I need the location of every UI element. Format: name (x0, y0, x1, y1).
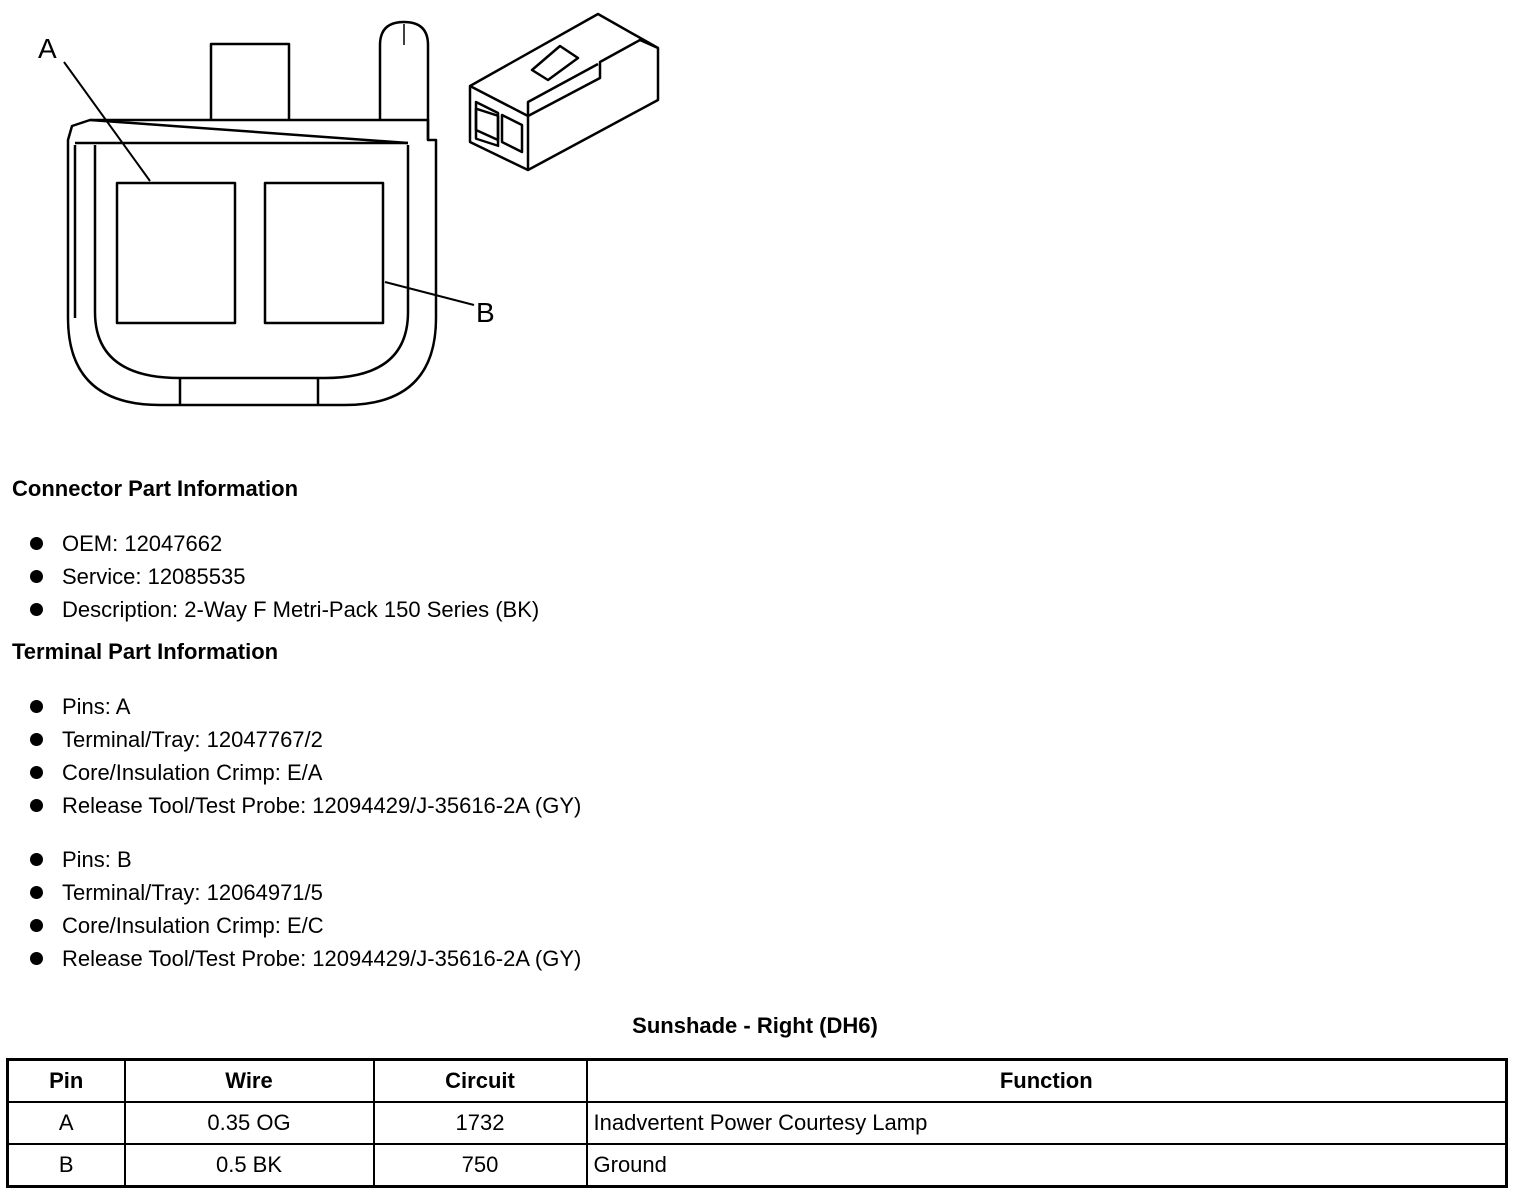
table-header-row (8, 1060, 1507, 1103)
list-item-text: Description: 2-Way F Metri-Pack 150 Series (BK) (62, 597, 540, 622)
list-item-text: OEM: 12047662 (62, 531, 223, 556)
bullet-icon (30, 733, 43, 746)
list-item-text: Pins: A (62, 694, 131, 719)
connector-body-outer (68, 120, 436, 405)
list-item (0, 756, 581, 789)
bullet-icon (30, 603, 43, 616)
connector-info-heading: Connector Part Information (12, 476, 299, 501)
connector-diagram (0, 0, 700, 440)
list-item-text: Core/Insulation Crimp: E/A (62, 760, 323, 785)
connector-top-tab (211, 44, 289, 120)
bullet-icon (30, 853, 43, 866)
list-item (0, 843, 581, 876)
table-row (8, 1144, 1507, 1187)
connector-info-list (0, 527, 539, 626)
list-item (0, 690, 581, 723)
cavity-a (117, 183, 235, 323)
label-b: B (476, 297, 495, 328)
label-a: A (38, 33, 57, 64)
cell-function: Inadvertent Power Courtesy Lamp (587, 1102, 1507, 1144)
list-item-text: Release Tool/Test Probe: 12094429/J-35616-2A (GY) (62, 946, 582, 971)
header-circuit: Circuit (374, 1060, 587, 1103)
connector-body-inner (95, 145, 408, 378)
bullet-icon (30, 700, 43, 713)
list-item-text: Release Tool/Test Probe: 12094429/J-35616-2A (GY) (62, 793, 582, 818)
cell-circuit: 750 (374, 1144, 587, 1187)
list-item (0, 560, 539, 593)
cell-pin: A (8, 1102, 125, 1144)
cell-wire: 0.5 BK (125, 1144, 374, 1187)
pin-table (6, 1058, 1508, 1188)
list-item-text: Pins: B (62, 847, 132, 872)
cell-pin: B (8, 1144, 125, 1187)
bullet-icon (30, 799, 43, 812)
list-item (0, 876, 581, 909)
header-pin: Pin (8, 1060, 125, 1103)
list-item (0, 789, 581, 822)
cell-circuit: 1732 (374, 1102, 587, 1144)
connector-3d-view (470, 14, 658, 170)
terminal-info-heading: Terminal Part Information (12, 639, 279, 664)
list-item-text: Service: 12085535 (62, 564, 246, 589)
terminal-info-list-b (0, 843, 581, 975)
list-item (0, 527, 539, 560)
list-item (0, 909, 581, 942)
list-item (0, 942, 581, 975)
cell-function: Ground (587, 1144, 1507, 1187)
list-item (0, 593, 539, 626)
bullet-icon (30, 537, 43, 550)
header-function: Function (587, 1060, 1507, 1103)
list-item (0, 723, 581, 756)
terminal-info-list-a (0, 690, 581, 822)
list-item-text: Terminal/Tray: 12047767/2 (62, 727, 323, 752)
list-item-text: Terminal/Tray: 12064971/5 (62, 880, 323, 905)
table-row (8, 1102, 1507, 1144)
list-item-text: Core/Insulation Crimp: E/C (62, 913, 324, 938)
bullet-icon (30, 952, 43, 965)
header-wire: Wire (125, 1060, 374, 1103)
bullet-icon (30, 886, 43, 899)
bullet-icon (30, 766, 43, 779)
pin-table-title: Sunshade - Right (DH6) (632, 1013, 878, 1038)
bullet-icon (30, 919, 43, 932)
cavity-b (265, 183, 383, 323)
cell-wire: 0.35 OG (125, 1102, 374, 1144)
bullet-icon (30, 570, 43, 583)
